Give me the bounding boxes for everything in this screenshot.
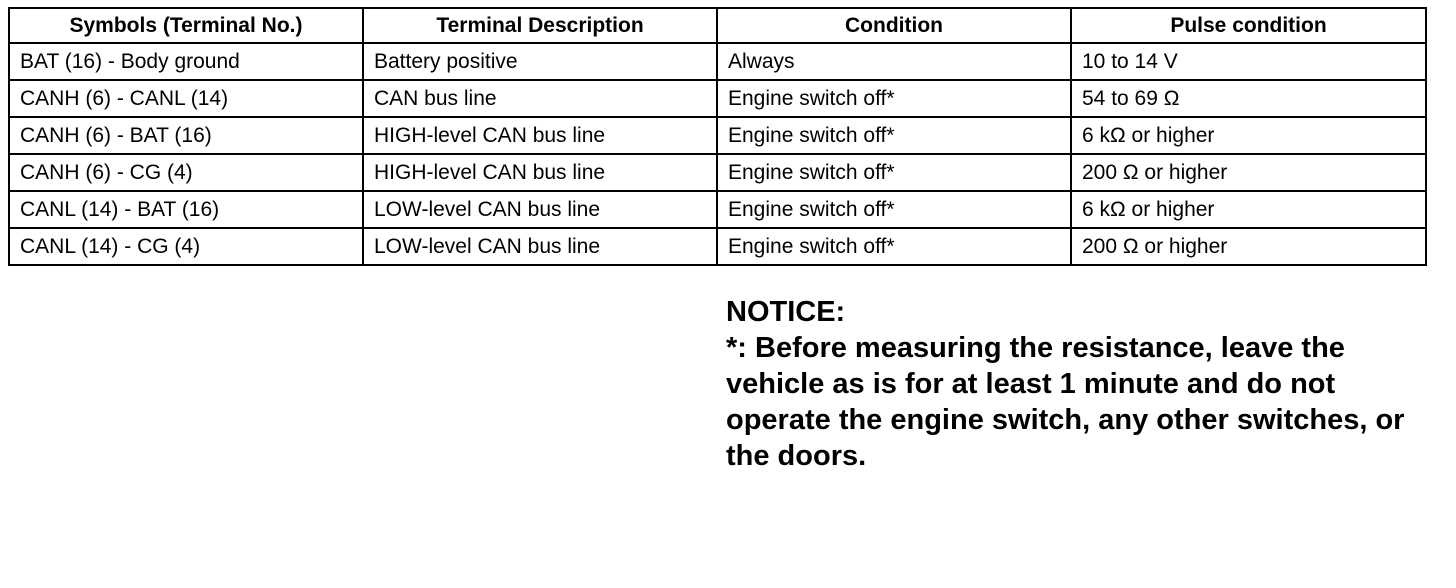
cell-symbols: CANH (6) - BAT (16): [9, 117, 363, 154]
cell-condition: Engine switch off*: [717, 228, 1071, 265]
table-row: [9, 43, 1426, 80]
header-pulse-condition: Pulse condition: [1071, 8, 1426, 43]
cell-condition: Engine switch off*: [717, 191, 1071, 228]
table-row: [9, 154, 1426, 191]
cell-pulse-condition: 6 kΩ or higher: [1071, 117, 1426, 154]
terminal-spec-table: [8, 7, 1427, 266]
cell-symbols: CANH (6) - CG (4): [9, 154, 363, 191]
cell-terminal-description: Battery positive: [363, 43, 717, 80]
table-row: [9, 191, 1426, 228]
cell-pulse-condition: 200 Ω or higher: [1071, 228, 1426, 265]
cell-terminal-description: LOW-level CAN bus line: [363, 191, 717, 228]
cell-pulse-condition: 54 to 69 Ω: [1071, 80, 1426, 117]
cell-symbols: CANH (6) - CANL (14): [9, 80, 363, 117]
cell-terminal-description: HIGH-level CAN bus line: [363, 154, 717, 191]
cell-condition: Always: [717, 43, 1071, 80]
notice-heading: NOTICE:: [726, 296, 846, 328]
header-terminal-description: Terminal Description: [363, 8, 717, 43]
cell-symbols: CANL (14) - CG (4): [9, 228, 363, 265]
cell-condition: Engine switch off*: [717, 117, 1071, 154]
notice-block: [726, 294, 1426, 474]
header-symbols: Symbols (Terminal No.): [9, 8, 363, 43]
table-row: [9, 228, 1426, 265]
cell-terminal-description: HIGH-level CAN bus line: [363, 117, 717, 154]
cell-pulse-condition: 200 Ω or higher: [1071, 154, 1426, 191]
table-header-row: [9, 8, 1426, 43]
cell-symbols: CANL (14) - BAT (16): [9, 191, 363, 228]
cell-pulse-condition: 10 to 14 V: [1071, 43, 1426, 80]
cell-terminal-description: CAN bus line: [363, 80, 717, 117]
table-row: [9, 80, 1426, 117]
cell-condition: Engine switch off*: [717, 80, 1071, 117]
table-row: [9, 117, 1426, 154]
cell-condition: Engine switch off*: [717, 154, 1071, 191]
cell-pulse-condition: 6 kΩ or higher: [1071, 191, 1426, 228]
cell-symbols: BAT (16) - Body ground: [9, 43, 363, 80]
notice-body: *: Before measuring the resistance, leave the vehicle as is for at least 1 minute and do not operate the engine switch, any other switches, or the doors.: [726, 332, 1405, 472]
header-condition: Condition: [717, 8, 1071, 43]
cell-terminal-description: LOW-level CAN bus line: [363, 228, 717, 265]
